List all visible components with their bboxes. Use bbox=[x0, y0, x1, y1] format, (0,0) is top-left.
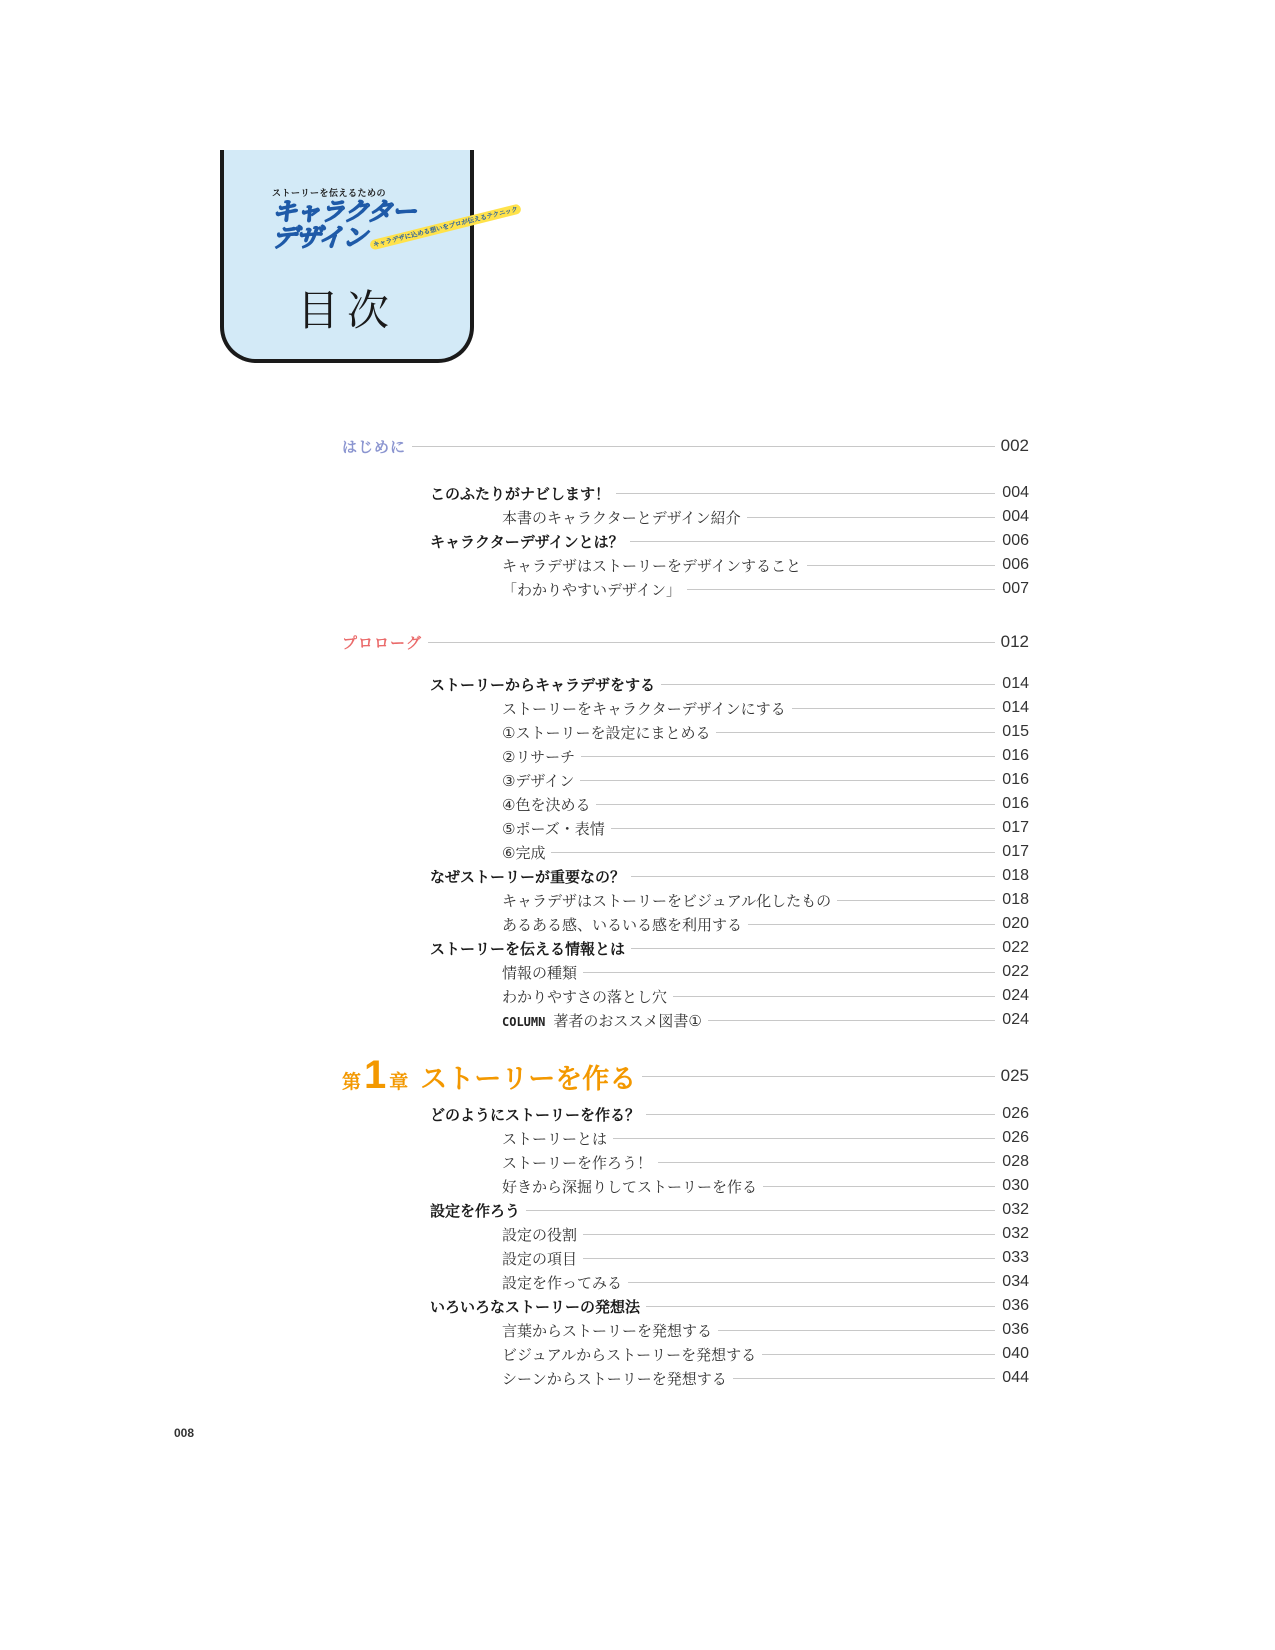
toc-part-prologue[interactable] bbox=[342, 624, 1029, 660]
page-number: 033 bbox=[1002, 1249, 1029, 1266]
dot-leader bbox=[428, 642, 995, 643]
toc-part-hajimeni[interactable] bbox=[342, 428, 1029, 464]
toc-subentry[interactable] bbox=[502, 1150, 1029, 1174]
entry-title: どのようにストーリーを作る？ bbox=[430, 1105, 641, 1124]
chapter-title bbox=[342, 1052, 637, 1097]
entry-title: キャラデザはストーリーをビジュアル化したもの bbox=[502, 891, 832, 910]
toc-subentry[interactable] bbox=[502, 1342, 1029, 1366]
toc-subentry[interactable] bbox=[502, 1174, 1029, 1198]
page-number: 028 bbox=[1002, 1153, 1029, 1170]
page-number: 022 bbox=[1002, 939, 1029, 956]
part-title: はじめに bbox=[342, 437, 407, 456]
toc-subentry[interactable] bbox=[502, 1318, 1029, 1342]
page-number: 007 bbox=[1002, 580, 1029, 597]
page-number: 014 bbox=[1002, 699, 1029, 716]
chapter-prefix: 第 bbox=[342, 1070, 362, 1093]
page-number: 036 bbox=[1002, 1297, 1029, 1314]
page-number: 026 bbox=[1002, 1129, 1029, 1146]
logo-line-1: キャラクター bbox=[271, 197, 417, 226]
chapter-suffix: 章 bbox=[389, 1070, 409, 1093]
dot-leader bbox=[708, 1020, 995, 1021]
entry-title: このふたりがナビします！ bbox=[430, 484, 611, 503]
toc-entry[interactable] bbox=[430, 481, 1029, 505]
entry-title: ストーリーを作ろう！ bbox=[502, 1153, 653, 1172]
dot-leader bbox=[646, 1306, 995, 1307]
logo-line-2: デザイン bbox=[271, 223, 368, 252]
page-folio: 008 bbox=[174, 1426, 195, 1440]
dot-leader bbox=[412, 446, 995, 447]
page-number: 032 bbox=[1002, 1225, 1029, 1242]
page-number: 022 bbox=[1002, 963, 1029, 980]
dot-leader bbox=[551, 852, 995, 853]
toc-subentry[interactable] bbox=[502, 553, 1029, 577]
toc-entry[interactable] bbox=[430, 672, 1029, 696]
page-number: 004 bbox=[1002, 484, 1029, 501]
book-logo bbox=[271, 186, 519, 252]
entry-title: 設定の役割 bbox=[502, 1225, 578, 1244]
dot-leader bbox=[630, 541, 995, 542]
entry-title: 情報の種類 bbox=[502, 963, 578, 982]
page-title: 目次 bbox=[296, 286, 397, 335]
entry-title: シーンからストーリーを発想する bbox=[502, 1369, 727, 1388]
dot-leader bbox=[583, 1258, 995, 1259]
toc-entry[interactable] bbox=[430, 1198, 1029, 1222]
page-number: 017 bbox=[1002, 843, 1029, 860]
dot-leader bbox=[580, 780, 995, 781]
page-number: 034 bbox=[1002, 1273, 1029, 1290]
dot-leader bbox=[646, 1114, 995, 1115]
dot-leader bbox=[631, 948, 995, 949]
page-number: 030 bbox=[1002, 1177, 1029, 1194]
dot-leader bbox=[673, 996, 995, 997]
page-number: 012 bbox=[1000, 632, 1029, 651]
dot-leader bbox=[687, 589, 995, 590]
dot-leader bbox=[616, 493, 995, 494]
page-number: 044 bbox=[1002, 1369, 1029, 1386]
title-tab bbox=[220, 150, 519, 363]
entry-title: ②リサーチ bbox=[502, 747, 576, 766]
entry-title: ④色を決める bbox=[502, 795, 591, 814]
entry-title: ③デザイン bbox=[502, 771, 575, 790]
entry-title: ①ストーリーを設定にまとめる bbox=[502, 723, 711, 742]
entry-title: なぜストーリーが重要なの？ bbox=[430, 867, 626, 886]
page-number: 026 bbox=[1002, 1105, 1029, 1122]
toc-entry[interactable] bbox=[430, 1294, 1029, 1318]
entry-title-text: 著者のおススメ図書① bbox=[553, 1011, 702, 1030]
page-number: 016 bbox=[1002, 771, 1029, 788]
toc-subentry[interactable] bbox=[502, 577, 1029, 601]
page-number: 017 bbox=[1002, 819, 1029, 836]
toc-subentry[interactable] bbox=[502, 1270, 1029, 1294]
logo-subtitle: ストーリーを伝えるための bbox=[272, 189, 387, 199]
page-number: 014 bbox=[1002, 675, 1029, 692]
entry-title: ⑥完成 bbox=[502, 843, 546, 862]
dot-leader bbox=[642, 1076, 995, 1077]
entry-title: キャラクターデザインとは？ bbox=[430, 532, 624, 551]
page-number: 024 bbox=[1002, 987, 1029, 1004]
entry-title: ビジュアルからストーリーを発想する bbox=[502, 1345, 757, 1364]
toc-subentry[interactable] bbox=[502, 696, 1029, 720]
dot-leader bbox=[613, 1138, 995, 1139]
entry-title: ストーリーとは bbox=[502, 1129, 608, 1148]
dot-leader bbox=[583, 972, 995, 973]
page-number: 025 bbox=[1000, 1066, 1029, 1085]
toc-subentry[interactable] bbox=[502, 912, 1029, 936]
toc-subentry[interactable] bbox=[502, 960, 1029, 984]
toc-subentry[interactable] bbox=[502, 888, 1029, 912]
dot-leader bbox=[628, 1282, 995, 1283]
entry-title: キャラデザはストーリーをデザインすること bbox=[502, 556, 801, 575]
page-number: 018 bbox=[1002, 891, 1029, 908]
dot-leader bbox=[526, 1210, 995, 1211]
page-number: 016 bbox=[1002, 795, 1029, 812]
entry-title: わかりやすさの落とし穴 bbox=[502, 987, 668, 1006]
column-tag: COLUMN bbox=[502, 1014, 546, 1029]
dot-leader bbox=[611, 828, 995, 829]
page-number: 015 bbox=[1002, 723, 1029, 740]
toc-entry[interactable] bbox=[430, 864, 1029, 888]
entry-title: ストーリーからキャラデザをする bbox=[430, 675, 656, 694]
chapter-name: ストーリーを作る bbox=[420, 1063, 637, 1095]
entry-title: 本書のキャラクターとデザイン紹介 bbox=[502, 508, 741, 527]
entry-title: ストーリーを伝える情報とは bbox=[430, 939, 626, 958]
dot-leader bbox=[631, 876, 995, 877]
toc-subentry[interactable] bbox=[502, 744, 1029, 768]
entry-title: 言葉からストーリーを発想する bbox=[502, 1321, 713, 1340]
toc-entry[interactable] bbox=[430, 1102, 1029, 1126]
toc-subentry[interactable] bbox=[502, 984, 1029, 1008]
entry-title: 好きから深掘りしてストーリーを作る bbox=[502, 1177, 758, 1196]
entry-title: 設定を作ろう bbox=[430, 1201, 521, 1220]
dot-leader bbox=[807, 565, 995, 566]
dot-leader bbox=[716, 732, 995, 733]
page-number: 006 bbox=[1002, 556, 1029, 573]
page-number: 002 bbox=[1000, 436, 1029, 455]
dot-leader bbox=[661, 684, 995, 685]
entry-title bbox=[502, 1010, 702, 1031]
toc-subentry[interactable] bbox=[502, 1126, 1029, 1150]
dot-leader bbox=[762, 1354, 995, 1355]
dot-leader bbox=[718, 1330, 995, 1331]
dot-leader bbox=[837, 900, 995, 901]
toc-entry[interactable] bbox=[430, 529, 1029, 553]
toc-subentry[interactable] bbox=[502, 840, 1029, 864]
toc-subentry[interactable] bbox=[502, 1222, 1029, 1246]
toc-subentry[interactable] bbox=[502, 720, 1029, 744]
entry-title: ⑤ポーズ・表情 bbox=[502, 819, 605, 838]
toc-subentry[interactable] bbox=[502, 1366, 1029, 1390]
toc-subentry[interactable] bbox=[502, 816, 1029, 840]
toc-subentry[interactable] bbox=[502, 792, 1029, 816]
dot-leader bbox=[747, 517, 995, 518]
entry-title: いろいろなストーリーの発想法 bbox=[430, 1297, 641, 1316]
logo-tagline: キャラデザに込める想いをプロが伝えるテクニック bbox=[369, 203, 522, 250]
dot-leader bbox=[733, 1378, 995, 1379]
page-number: 020 bbox=[1002, 915, 1029, 932]
page-number: 036 bbox=[1002, 1321, 1029, 1338]
entry-title: 「わかりやすいデザイン」 bbox=[502, 580, 681, 599]
page-number: 040 bbox=[1002, 1345, 1029, 1362]
page-number: 032 bbox=[1002, 1201, 1029, 1218]
entry-title: あるある感、いるいる感を利用する bbox=[502, 915, 743, 934]
entry-title: ストーリーをキャラクターデザインにする bbox=[502, 699, 786, 718]
dot-leader bbox=[748, 924, 995, 925]
entry-title: 設定の項目 bbox=[502, 1249, 578, 1268]
dot-leader bbox=[581, 756, 995, 757]
dot-leader bbox=[763, 1186, 995, 1187]
toc-entry[interactable] bbox=[430, 936, 1029, 960]
dot-leader bbox=[596, 804, 995, 805]
page-number: 004 bbox=[1002, 508, 1029, 525]
part-title: プロローグ bbox=[342, 633, 423, 652]
dot-leader bbox=[658, 1162, 995, 1163]
chapter-number: 1 bbox=[364, 1052, 387, 1097]
toc-subentry[interactable] bbox=[502, 1246, 1029, 1270]
page-number: 006 bbox=[1002, 532, 1029, 549]
dot-leader bbox=[583, 1234, 995, 1235]
toc-part-chapter1[interactable] bbox=[342, 1054, 1029, 1098]
page-number: 024 bbox=[1002, 1011, 1029, 1028]
entry-title: 設定を作ってみる bbox=[502, 1273, 623, 1292]
dot-leader bbox=[792, 708, 995, 709]
toc-subentry[interactable] bbox=[502, 768, 1029, 792]
toc-subentry[interactable] bbox=[502, 505, 1029, 529]
page-number: 016 bbox=[1002, 747, 1029, 764]
page-number: 018 bbox=[1002, 867, 1029, 884]
toc-subentry-column[interactable] bbox=[502, 1008, 1029, 1032]
